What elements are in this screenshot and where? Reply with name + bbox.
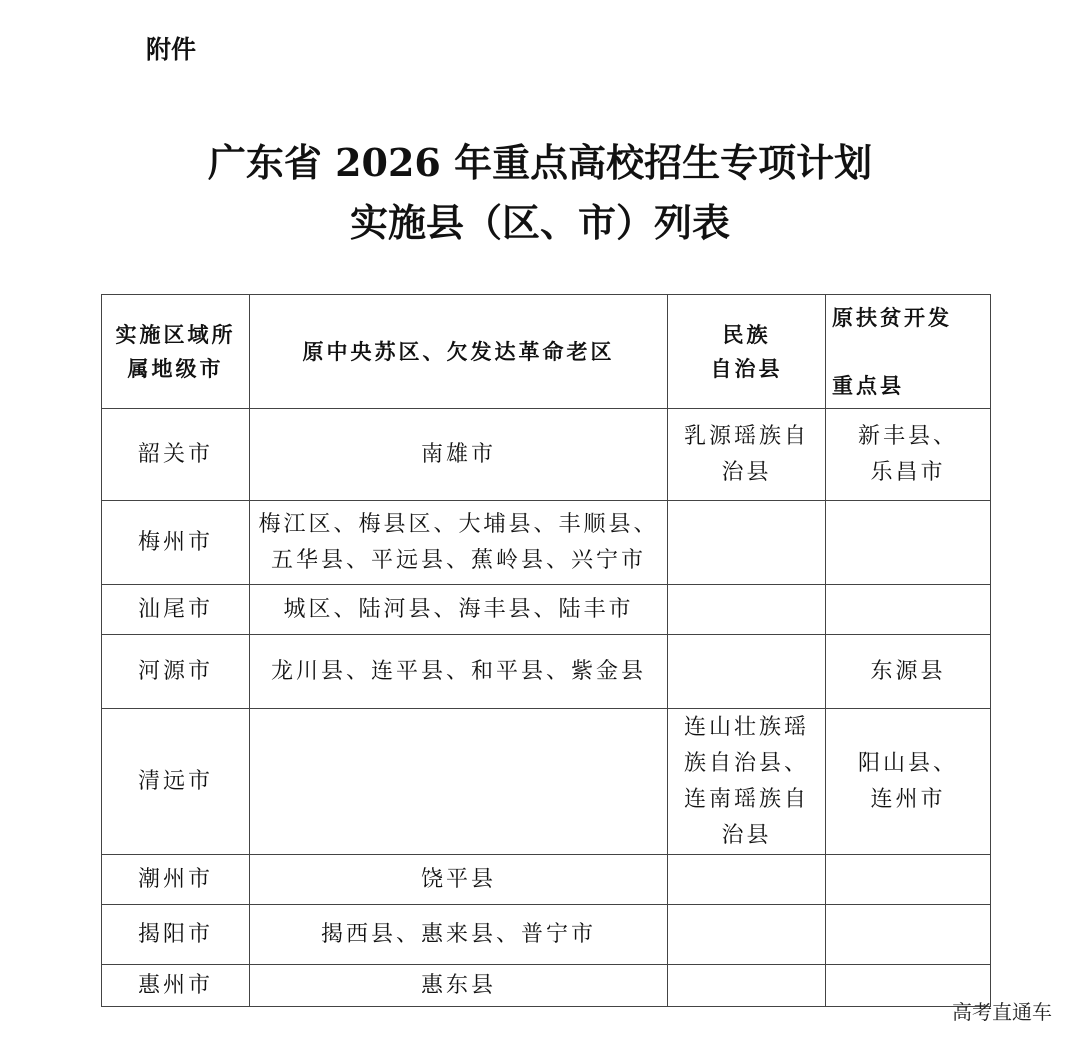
cell-poverty	[826, 855, 991, 905]
cell-old-area: 龙川县、连平县、和平县、紫金县	[250, 635, 668, 709]
column-header-ethnic: 民族 自治县	[668, 295, 826, 409]
cell-old-area: 南雄市	[250, 409, 668, 501]
cell-city: 韶关市	[102, 409, 250, 501]
cell-city: 河源市	[102, 635, 250, 709]
table-row	[102, 585, 991, 635]
page-subtitle: 实施县（区、市）列表	[349, 200, 730, 245]
column-header-old-area: 原中央苏区、欠发达革命老区	[250, 295, 668, 409]
cell-old-area: 梅江区、梅县区、大埔县、丰顺县、 五华县、平远县、蕉岭县、兴宁市	[250, 501, 668, 585]
cell-ethnic	[668, 501, 826, 585]
cell-old-area: 惠东县	[250, 965, 668, 1007]
cell-ethnic	[668, 855, 826, 905]
cell-poverty	[826, 905, 991, 965]
cell-old-area: 城区、陆河县、海丰县、陆丰市	[250, 585, 668, 635]
table-row	[102, 635, 991, 709]
table-row	[102, 709, 991, 855]
cell-poverty: 阳山县、 连州市	[826, 709, 991, 855]
cell-old-area: 饶平县	[250, 855, 668, 905]
table-row	[102, 501, 991, 585]
cell-poverty: 东源县	[826, 635, 991, 709]
watermark-text: 高考直通车	[952, 1000, 1052, 1024]
column-header-city: 实施区域所 属地级市	[102, 295, 250, 409]
table-row	[102, 855, 991, 905]
cell-old-area	[250, 709, 668, 855]
attachment-label: 附件	[146, 35, 197, 64]
county-list-table	[101, 294, 991, 1007]
cell-ethnic	[668, 635, 826, 709]
cell-city: 汕尾市	[102, 585, 250, 635]
cell-ethnic: 连山壮族瑶 族自治县、 连南瑶族自 治县	[668, 709, 826, 855]
cell-city: 潮州市	[102, 855, 250, 905]
cell-ethnic: 乳源瑶族自 治县	[668, 409, 826, 501]
page-title: 广东省 2026 年重点高校招生专项计划	[207, 140, 873, 185]
table-row	[102, 965, 991, 1007]
cell-city: 梅州市	[102, 501, 250, 585]
cell-ethnic	[668, 585, 826, 635]
cell-ethnic	[668, 905, 826, 965]
cell-poverty: 新丰县、 乐昌市	[826, 409, 991, 501]
cell-city: 揭阳市	[102, 905, 250, 965]
cell-poverty	[826, 501, 991, 585]
cell-city: 清远市	[102, 709, 250, 855]
table-row	[102, 905, 991, 965]
cell-ethnic	[668, 965, 826, 1007]
cell-old-area: 揭西县、惠来县、普宁市	[250, 905, 668, 965]
cell-city: 惠州市	[102, 965, 250, 1007]
column-header-poverty: 原扶贫开发 重点县	[826, 295, 991, 409]
table-row	[102, 409, 991, 501]
table-header-row	[102, 295, 991, 409]
cell-poverty	[826, 585, 991, 635]
